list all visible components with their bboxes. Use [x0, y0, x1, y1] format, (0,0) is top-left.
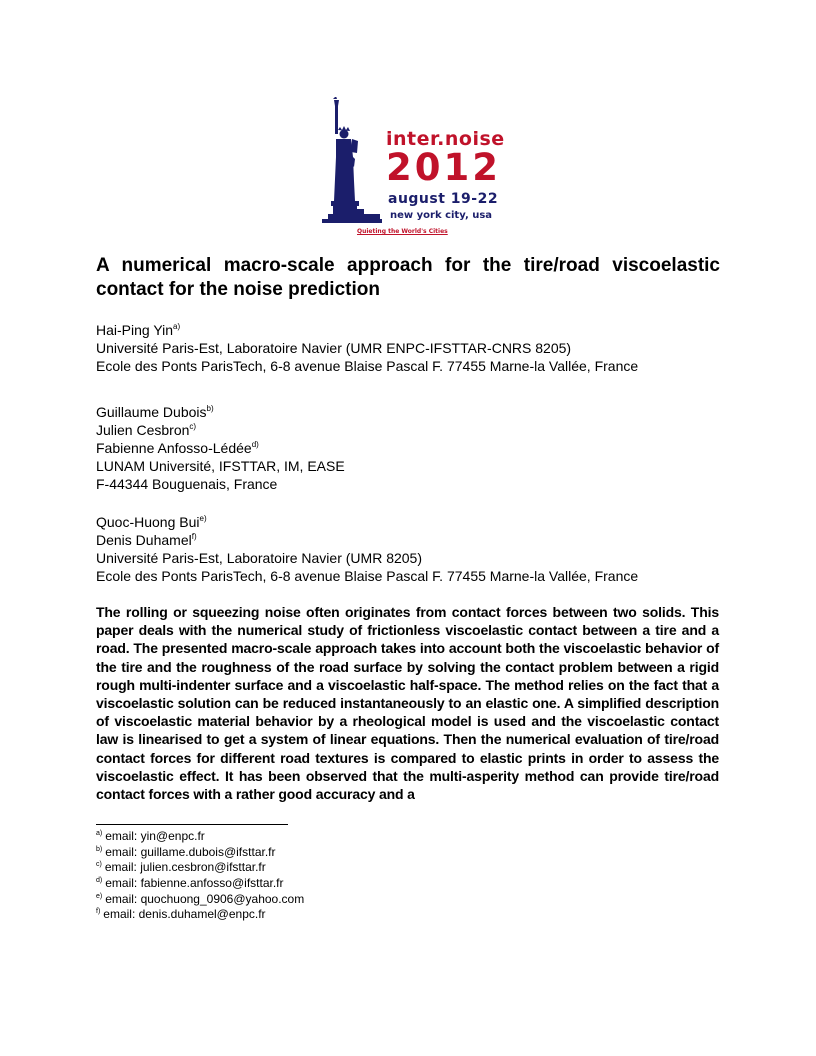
affiliation-line: F-44344 Bouguenais, France [96, 476, 278, 492]
footnotes [96, 829, 304, 923]
footnote-divider [96, 824, 288, 825]
footnote: $^{b)}$ email: guillame.dubois@ifsttar.fr [96, 844, 276, 859]
author-group-3 [96, 513, 638, 585]
author-group-2 [96, 403, 345, 493]
affiliation-line: Université Paris-Est, Laboratoire Navier (UMR ENPC-IFSTTAR-CNRS 8205) [96, 340, 572, 356]
author-name: Quoc-Huong Bui$^{e)}$ [96, 514, 207, 530]
affiliation-line: Ecole des Ponts ParisTech, 6-8 avenue Blaise Pascal F. 77455 Marne-la Vallée, France [96, 358, 639, 374]
footnote: $^{d)}$ email: fabienne.anfosso@ifsttar.fr [96, 876, 284, 891]
footnote: $^{f)}$ email: denis.duhamel@enpc.fr [96, 907, 266, 922]
author-name: Julien Cesbron$^{c)}$ [96, 422, 197, 438]
affiliation-line: Ecole des Ponts ParisTech, 6-8 avenue Blaise Pascal F. 77455 Marne-la Vallée, France [96, 568, 639, 584]
author-name: Guillaume Dubois$^{b)}$ [96, 404, 214, 420]
author-name: Fabienne Anfosso-Lédée$^{d)}$ [96, 440, 259, 456]
author-name: Hai-Ping Yin$^{a)}$ [96, 322, 181, 338]
abstract: The rolling or squeezing noise often originates from contact forces between two solids. This paper deals with the numerical study of frictionless viscoelastic contact between a tire and a road. The presented macro-scale approach takes into account both the viscoelastic behavior of the tire and the roughness of the road surface by solving the contact problem between a rigid rough multi-indenter surface and a viscoelastic half-space. The method relies on the fact that a viscoelastic solution can be reduced instantaneously to an elastic one. A simplified description of viscoelastic material behavior by a rheological model is used and the viscoelastic contact law is linearised to get a system of linear equations. Then the numerical evaluation of tire/road contact forces for different road textures is compared to elastic prints in order to assess the viscoelastic effect. It has been observed that the multi-asperity method can provide tire/road contact forces with a rather good accuracy and a [96, 604, 719, 803]
footnote: $^{c)}$ email: julien.cesbron@ifsttar.fr [96, 860, 266, 875]
logo-dates: august 19-22 [388, 191, 499, 207]
author-group-1 [96, 321, 638, 375]
affiliation-line: LUNAM Université, IFSTTAR, IM, EASE [96, 458, 345, 474]
logo-year: 2012 [386, 146, 501, 189]
footnote: $^{a)}$ email: yin@enpc.fr [96, 829, 205, 843]
logo-tagline: Quieting the World's Cities [357, 228, 448, 235]
logo-location: new york city, usa [390, 210, 493, 221]
logo-line-1: inter.noise [386, 128, 505, 150]
footnote: $^{e)}$ email: quochuong_0906@yahoo.com [96, 891, 305, 906]
affiliation-line: Université Paris-Est, Laboratoire Navier (UMR 8205) [96, 550, 422, 566]
paper-title: A numerical macro-scale approach for the tire/road viscoelastic contact for the noise prediction [96, 255, 720, 300]
author-name: Denis Duhamel$^{f)}$ [96, 532, 197, 548]
conference-logo [320, 97, 510, 245]
